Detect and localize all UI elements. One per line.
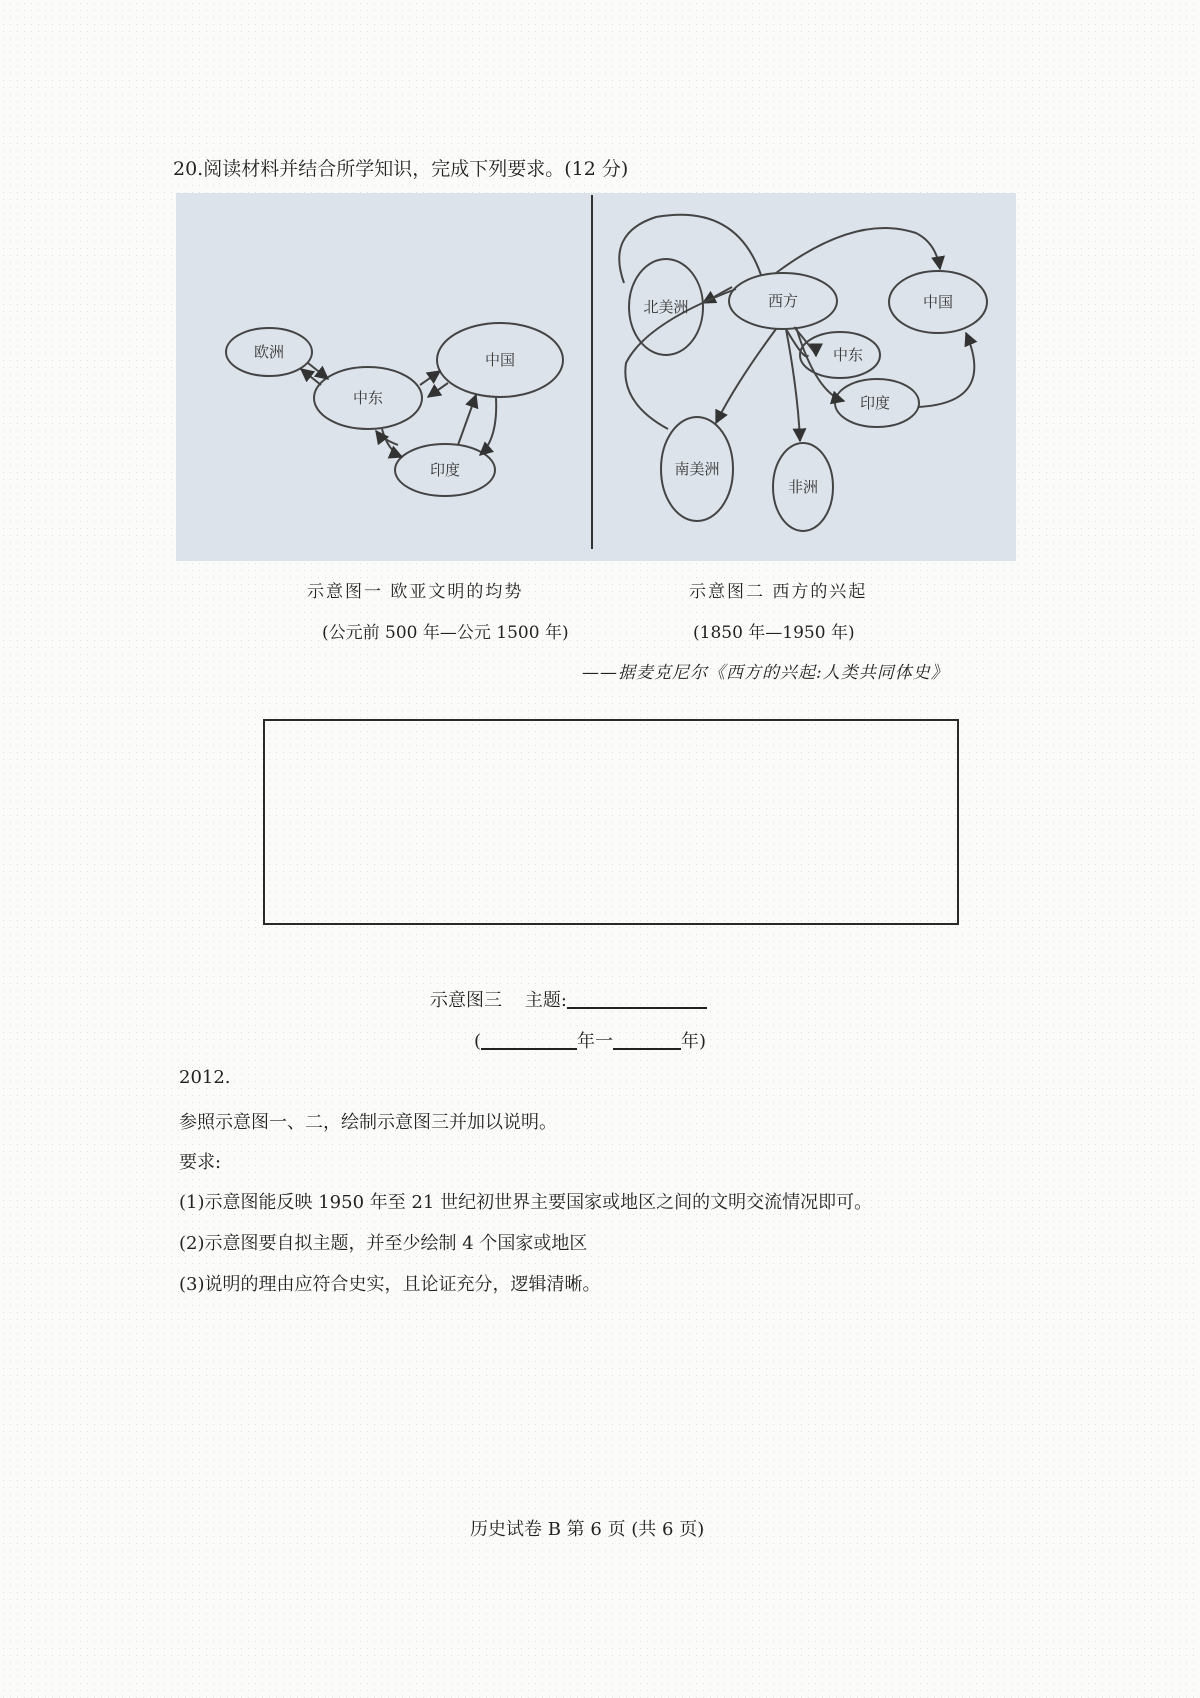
figure3-caption	[430, 986, 707, 1012]
node-label-middle-east-1: 中东	[352, 389, 384, 407]
end-year-blank[interactable]	[613, 1028, 681, 1050]
figure3-theme-label: 主题:	[524, 990, 567, 1011]
stray-text: 2012.	[179, 1067, 231, 1088]
requirement-item-1: (1)示意图能反映 1950 年至 21 世纪初世界主要国家或地区之间的文明交流情况即可。	[179, 1192, 873, 1213]
node-label-middle-east-2: 中东	[832, 346, 864, 364]
requirements-heading: 要求:	[179, 1152, 222, 1173]
node-label-india-2: 印度	[859, 394, 891, 412]
theme-blank[interactable]	[567, 987, 707, 1009]
question-title: 20.阅读材料并结合所学知识，完成下列要求。(12 分)	[173, 158, 629, 180]
figure2-caption: 示意图二 西方的兴起	[689, 582, 868, 602]
node-label-north-america: 北美洲	[643, 298, 689, 316]
years-open-paren: (	[474, 1031, 482, 1052]
figure3-years	[474, 1027, 706, 1053]
start-year-blank[interactable]	[481, 1028, 577, 1050]
node-label-west: 西方	[767, 292, 799, 310]
years-close: 年)	[681, 1031, 707, 1052]
requirement-item-3: (3)说明的理由应符合史实，且论证充分，逻辑清晰。	[179, 1274, 601, 1295]
source-citation: ——据麦克尼尔《西方的兴起:人类共同体史》	[582, 663, 949, 683]
years-separator: 年一	[577, 1031, 614, 1052]
figure1-period: (公元前 500 年—公元 1500 年)	[322, 623, 569, 643]
node-label-south-america: 南美洲	[674, 460, 720, 478]
node-label-india-1: 印度	[429, 461, 461, 479]
node-label-china-2: 中国	[922, 293, 954, 311]
node-label-africa: 非洲	[787, 478, 819, 496]
page-footer: 历史试卷 B 第 6 页 (共 6 页)	[470, 1519, 705, 1540]
figure1-caption: 示意图一 欧亚文明的均势	[307, 582, 524, 602]
diagram-svg	[176, 193, 1016, 561]
figure3-label: 示意图三	[430, 990, 502, 1011]
node-label-europe: 欧洲	[253, 343, 285, 361]
drawing-area-box[interactable]	[263, 719, 959, 925]
figure2-period: (1850 年—1950 年)	[693, 623, 855, 643]
requirement-item-2: (2)示意图要自拟主题，并至少绘制 4 个国家或地区	[179, 1233, 588, 1254]
instruction-text: 参照示意图一、二，绘制示意图三并加以说明。	[179, 1112, 557, 1133]
node-label-china-1: 中国	[484, 351, 516, 369]
diagram-figure	[176, 193, 1016, 561]
